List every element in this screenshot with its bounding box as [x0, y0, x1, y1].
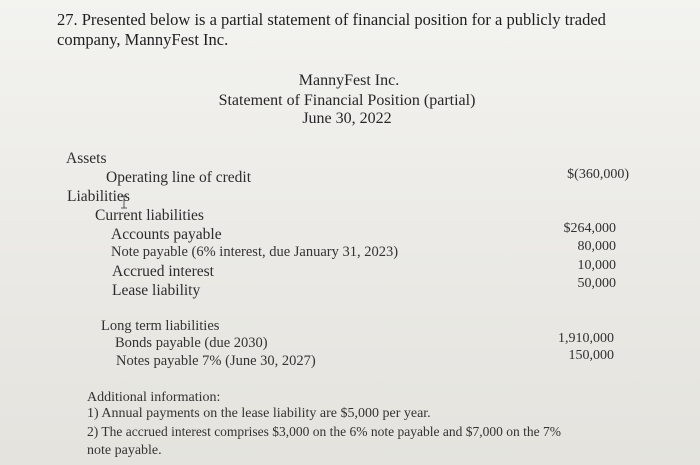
long-term-item-label: Notes payable 7% (June 30, 2027) — [116, 353, 316, 369]
current-item-label: Lease liability — [112, 282, 201, 299]
current-item-label: Note payable (6% interest, due January 31, 2023) — [111, 244, 399, 260]
liabilities-heading: Liabilities — [67, 188, 130, 205]
long-term-liabilities-heading: Long term liabilities — [101, 318, 220, 334]
additional-info-item-2-continued: note payable. — [87, 443, 162, 458]
operating-line-label: Operating line of credit — [106, 169, 252, 186]
question-text-line-1: 27. Presented below is a partial statement of financial position for a publicly traded — [57, 10, 606, 29]
question-text-line-2: company, MannyFest Inc. — [57, 30, 229, 49]
assets-heading: Assets — [66, 150, 107, 167]
long-term-item-amount: 1,910,000 — [558, 331, 614, 346]
additional-info-item-2: 2) The accrued interest comprises $3,000 on the 6% note payable and $7,000 on the 7% — [87, 424, 561, 439]
company-name: MannyFest Inc. — [298, 72, 400, 89]
current-item-label: Accounts payable — [111, 226, 222, 243]
current-item-label: Accrued interest — [112, 263, 214, 280]
current-item-amount: 10,000 — [577, 258, 616, 273]
current-liabilities-heading: Current liabilities — [95, 207, 204, 224]
current-item-amount: $264,000 — [563, 221, 616, 236]
long-term-item-label: Bonds payable (due 2030) — [115, 335, 268, 351]
current-item-amount: 80,000 — [577, 239, 616, 254]
additional-info-item-1: 1) Annual payments on the lease liability are $5,000 per year. — [87, 406, 431, 421]
additional-info-heading: Additional information: — [87, 390, 221, 405]
text-cursor-icon — [119, 195, 129, 209]
statement-date: June 30, 2022 — [302, 110, 392, 127]
current-item-amount: 50,000 — [577, 276, 616, 291]
long-term-item-amount: 150,000 — [568, 348, 614, 363]
operating-line-amount: $(360,000) — [567, 167, 629, 182]
statement-title: Statement of Financial Position (partial) — [218, 92, 476, 109]
